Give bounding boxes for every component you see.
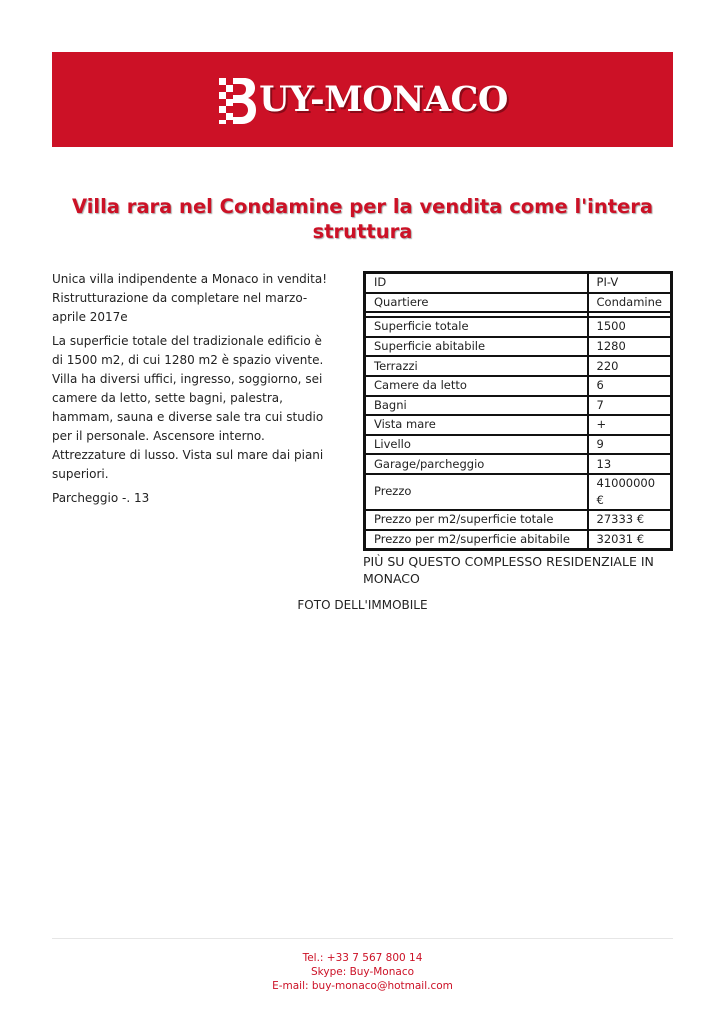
spec-label: Quartiere: [365, 293, 588, 313]
property-description: [52, 270, 334, 513]
table-row: [365, 396, 671, 416]
spec-label: Prezzo: [365, 474, 588, 510]
table-row: [365, 435, 671, 455]
footer-email[interactable]: E-mail: buy-monaco@hotmail.com: [272, 980, 453, 992]
spec-label: Superficie totale: [365, 317, 588, 337]
table-row: [365, 510, 671, 530]
spec-label: Bagni: [365, 396, 588, 416]
spec-label: Terrazzi: [365, 356, 588, 376]
spec-value: 32031 €: [588, 530, 671, 550]
spec-value: PI-V: [588, 273, 671, 293]
table-row: [365, 415, 671, 435]
spec-label: Prezzo per m2/superficie abitabile: [365, 530, 588, 550]
spec-value: 6: [588, 376, 671, 396]
table-row: [365, 337, 671, 357]
table-row: [365, 454, 671, 474]
spec-label: ID: [365, 273, 588, 293]
page-title: Villa rara nel Condamine per la vendita come l'intera struttura: [71, 195, 654, 243]
spec-label: Prezzo per m2/superficie totale: [365, 510, 588, 530]
description-intro: Unica villa indipendente a Monaco in vendita! Ristrutturazione da completare nel marzo-aprile 2017e: [52, 272, 328, 324]
spec-value: 27333 €: [588, 510, 671, 530]
brand-logo[interactable]: [217, 70, 508, 130]
more-residential-link[interactable]: PIÙ SU QUESTO COMPLESSO RESIDENZIALE IN MONACO: [363, 554, 654, 586]
checkered-b-logo-icon: [217, 74, 257, 126]
table-row: [365, 273, 671, 293]
footer-phone[interactable]: Tel.: +33 7 567 800 14: [302, 952, 423, 964]
spec-value: 1280: [588, 337, 671, 357]
spec-label: Livello: [365, 435, 588, 455]
description-details: La superficie totale del tradizionale edificio è di 1500 m2, di cui 1280 m2 è spazio vivente. Villa ha diversi uffici, ingresso, soggiorno, sei camere da letto, sette bagni, palestra, hammam, sauna e diverse sale tra cui studio per il personale. Ascensore interno. Attrezzature di lusso. Vista sul mare dai piani superiori.: [52, 334, 324, 481]
spec-value: 1500: [588, 317, 671, 337]
spec-value: 13: [588, 454, 671, 474]
table-row: [365, 317, 671, 337]
spec-label: Vista mare: [365, 415, 588, 435]
footer-contacts: [52, 951, 673, 993]
spec-value: Condamine: [588, 293, 671, 313]
spec-label: Garage/parcheggio: [365, 454, 588, 474]
table-row: [365, 530, 671, 550]
description-parking: Parcheggio -. 13: [52, 491, 150, 505]
table-row: [365, 356, 671, 376]
footer-divider: [52, 938, 673, 939]
spec-value: +: [588, 415, 671, 435]
footer-skype[interactable]: Skype: Buy-Monaco: [310, 966, 415, 978]
table-row: [365, 376, 671, 396]
spec-value: 9: [588, 435, 671, 455]
photos-heading: FOTO DELL'IMMOBILE: [297, 598, 428, 612]
spec-value: 220: [588, 356, 671, 376]
brand-name: UY-MONACO: [259, 79, 508, 120]
property-specs-table: [363, 271, 673, 551]
spec-value: 41000000 €: [588, 474, 671, 510]
spec-label: Camere da letto: [365, 376, 588, 396]
table-row: [365, 293, 671, 313]
table-row: [365, 474, 671, 510]
header-banner: [52, 52, 673, 147]
spec-value: 7: [588, 396, 671, 416]
spec-label: Superficie abitabile: [365, 337, 588, 357]
